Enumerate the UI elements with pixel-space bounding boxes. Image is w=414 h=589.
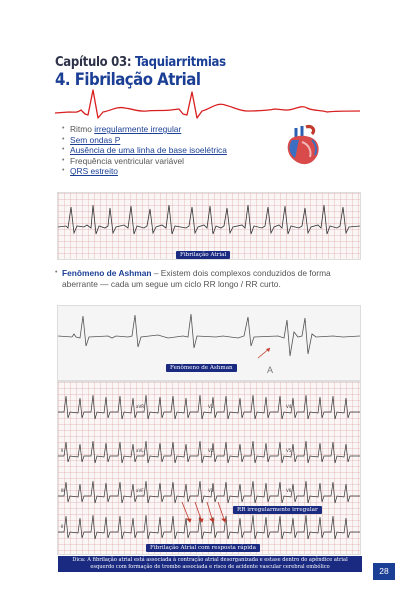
lead-label: V4 <box>286 404 292 409</box>
heart-anatomy-icon <box>282 124 326 168</box>
ashman-term: Fenômeno de Ashman <box>62 268 152 278</box>
tip-note <box>58 556 362 572</box>
af-figure-caption: Fibrilação Atrial <box>176 251 230 259</box>
list-item: • Ritmo irregularmente irregular <box>62 124 227 135</box>
section-title: 4. Fibrilação Atrial <box>55 70 201 90</box>
lead-label: II <box>61 448 64 453</box>
lead-label: aVR <box>136 404 144 409</box>
lead-label: V6 <box>286 488 292 493</box>
af-criteria-list <box>62 124 227 177</box>
list-item <box>62 145 227 156</box>
lead-label: II <box>61 524 64 529</box>
twelve-lead-ecg <box>57 381 361 555</box>
ecg-wave-decoration <box>55 88 360 120</box>
list-item <box>62 135 227 146</box>
rr-irregular-caption: RR irregularmente irregular <box>233 506 322 514</box>
link[interactable]: Ausência de uma linha de base isoelétrica <box>70 145 227 156</box>
lead-label: aVL <box>136 448 144 453</box>
chapter-prefix: Capítulo 03: <box>55 55 132 70</box>
ashman-paragraph <box>62 268 367 289</box>
link[interactable]: QRS estreito <box>70 166 118 177</box>
chapter-name: Taquiarritmias <box>135 55 226 70</box>
lead-label: V1 <box>208 404 214 409</box>
lead-label: V3 <box>208 488 214 493</box>
lead-label: aVF <box>136 488 144 493</box>
ashman-marker-label: A <box>267 365 274 375</box>
link[interactable]: irregularmente irregular <box>94 124 182 134</box>
rapid-response-caption: Fibrilação Atrial com resposta rápida <box>146 544 260 552</box>
ashman-figure-caption: Fenômeno de Ashman <box>166 364 237 372</box>
tip-label: Dica: <box>72 557 86 563</box>
lead-label: III <box>61 488 65 493</box>
list-item: • Frequência ventricular variável <box>62 156 227 167</box>
lead-label: V2 <box>208 448 214 453</box>
chapter-heading <box>55 55 226 70</box>
lead-label: V5 <box>286 448 292 453</box>
ashman-ecg-strip <box>57 305 361 381</box>
ashman-description: – Existem dois complexos conduzidos de forma aberrante — cada um segue um ciclo RR longo / RR curto. <box>62 268 331 289</box>
page-number: 28 <box>373 563 395 580</box>
tip-text: A fibrilação atrial está associada à contração atrial desorganizada e estase dentro do apêndice atrial esquerdo com formação de trombo associada e risco de acidente vascular cerebral embólico <box>85 557 348 571</box>
list-item <box>62 166 227 177</box>
link[interactable]: Sem ondas P <box>70 134 121 145</box>
af-ecg-strip <box>57 192 361 260</box>
